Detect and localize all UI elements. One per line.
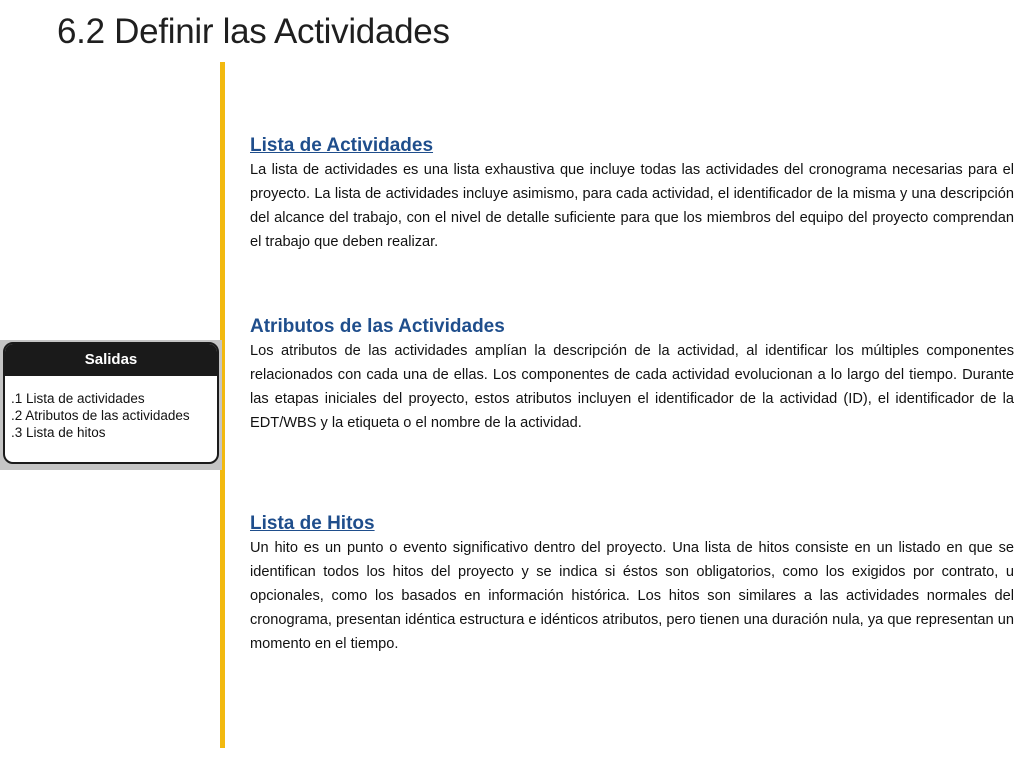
section-milestone-list bbox=[250, 512, 1014, 656]
outputs-item: .2 Atributos de las actividades bbox=[11, 408, 190, 423]
section-activity-attributes bbox=[250, 315, 1014, 435]
section-heading: Atributos de las Actividades bbox=[250, 316, 505, 337]
outputs-box bbox=[0, 340, 222, 470]
section-activity-list bbox=[250, 134, 1014, 254]
section-body: Un hito es un punto o evento significativo dentro del proyecto. Una lista de hitos consiste en un listado en que se identifican todos los hitos del proyecto y se indica si éstos son obligatorios, como los exigidos por contrato, u opcionales, como los basados en información histórica. Los hitos son similares a las actividades normales del cronograma, presentan idéntica estructura e idénticos atributos, pero tienen una duración nula, ya que representan un momento en el tiempo. bbox=[250, 540, 1014, 652]
outputs-list bbox=[5, 376, 217, 441]
outputs-panel bbox=[3, 342, 219, 464]
section-heading: Lista de Hitos bbox=[250, 513, 375, 534]
outputs-item: .1 Lista de actividades bbox=[11, 391, 145, 406]
section-heading: Lista de Actividades bbox=[250, 135, 434, 156]
outputs-item: .3 Lista de hitos bbox=[11, 425, 106, 440]
section-body: Los atributos de las actividades amplían la descripción de la actividad, al identificar los múltiples componentes relacionados con cada una de ellas. Los componentes de cada actividad evolucionan a lo largo del tiempo. Durante las etapas iniciales del proyecto, estos atributos incluyen el identificador de la actividad (ID), el identificador de la EDT/WBS y la etiqueta o el nombre de la actividad. bbox=[250, 343, 1014, 431]
slide-title: 6.2 Definir las Actividades bbox=[57, 12, 450, 51]
outputs-header: Salidas bbox=[5, 344, 217, 376]
section-body: La lista de actividades es una lista exhaustiva que incluye todas las actividades del cronograma necesarias para el proyecto. La lista de actividades incluye asimismo, para cada actividad, el identificador de la misma y una descripción del alcance del trabajo, con el nivel de detalle suficiente para que los miembros del equipo del proyecto comprendan el trabajo que deben realizar. bbox=[250, 162, 1014, 250]
